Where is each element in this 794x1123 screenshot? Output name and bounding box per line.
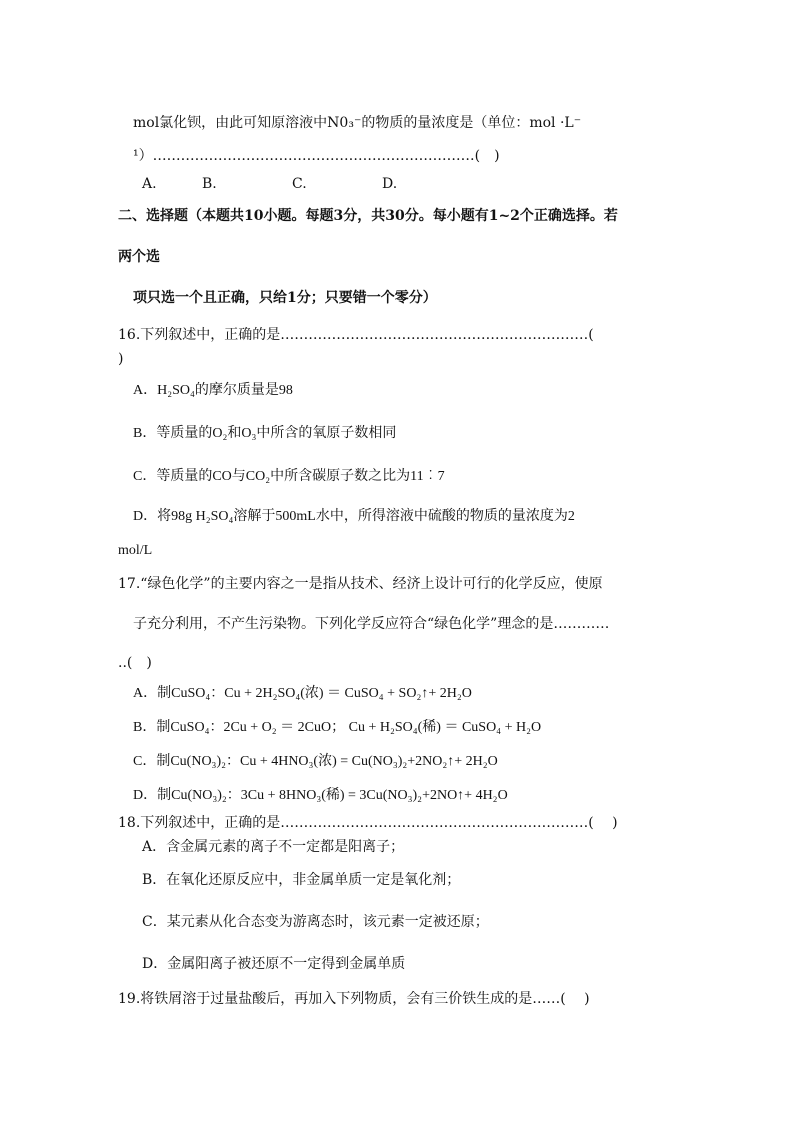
option-c: C. xyxy=(292,176,307,192)
q16-stem-cont: ) xyxy=(118,351,124,367)
carryover-line-1: mol氯化钡，由此可知原溶液中N0₃⁻的物质的量浓度是（单位：mol ·L⁻ xyxy=(133,115,582,131)
q18-option-c: C．某元素从化合态变为游离态时，该元素一定被还原； xyxy=(142,914,489,930)
q18-option-d: D．金属阳离子被还原不一定得到金属单质 xyxy=(142,956,406,972)
q17-stem-line-1: 17.“绿色化学”的主要内容之一是指从技术、经济上设计可行的化学反应，使原 xyxy=(118,576,603,592)
q17-option-a: A．制CuSO₄：Cu + 2H₂SO₄(浓) ＝ CuSO₄ + SO₂↑+ 2H₂O xyxy=(133,686,472,701)
q16-option-d: D．将98g H₂SO₄溶解于500mL水中，所得溶液中硫酸的物质的量浓度为2 xyxy=(133,509,575,524)
q18-option-a: A．含金属元素的离子不一定都是阳离子； xyxy=(142,839,405,855)
option-b: B. xyxy=(202,176,217,192)
q18-option-b: B．在氧化还原反应中，非金属单质一定是氧化剂； xyxy=(142,872,461,888)
q16-option-b: B．等质量的O₂和O₃中所含的氧原子数相同 xyxy=(133,426,397,441)
section-heading-line-3: 项只选一个且正确，只给1分；只要错一个零分） xyxy=(133,290,437,306)
carryover-line-2: ¹）……………………………………………………………( ) xyxy=(133,148,500,164)
q16-stem: 16.下列叙述中，正确的是…………………………………………………………( xyxy=(118,327,594,343)
q19-stem: 19.将铁屑溶于过量盐酸后，再加入下列物质，会有三价铁生成的是……( ) xyxy=(118,991,590,1007)
q17-option-d: D．制Cu(NO₃)₂：3Cu + 8HNO₃(稀) = 3Cu(NO₃)₂+2NO↑+ 4H₂O xyxy=(133,788,508,803)
carryover-options xyxy=(142,177,397,191)
q18-stem: 18.下列叙述中，正确的是…………………………………………………………( ) xyxy=(118,815,618,831)
q17-option-c: C．制Cu(NO₃)₂：Cu + 4HNO₃(浓) = Cu(NO₃)₂+2NO₂↑+ 2H₂O xyxy=(133,754,498,769)
q16-option-a: A．H₂SO₄的摩尔质量是98 xyxy=(133,383,293,398)
option-a: A. xyxy=(142,176,157,192)
q16-option-d-cont: mol/L xyxy=(118,543,153,558)
q17-stem-line-2: 子充分利用，不产生污染物。下列化学反应符合“绿色化学”理念的是………… xyxy=(133,616,610,632)
q16-option-c: C．等质量的CO与CO₂中所含碳原子数之比为11︰7 xyxy=(133,469,445,484)
q17-option-b: B．制CuSO₄：2Cu + O₂ ＝ 2CuO； Cu + H₂SO₄(稀) ＝ CuSO₄ + H₂O xyxy=(133,720,542,735)
q17-stem-line-3: ..( ) xyxy=(118,655,152,671)
section-heading-line-2: 两个选 xyxy=(118,249,160,265)
option-d: D. xyxy=(382,176,398,192)
section-heading-line-1: 二、选择题（本题共10小题。每题3分，共30分。每小题有1~2个正确选择。若 xyxy=(118,208,618,224)
